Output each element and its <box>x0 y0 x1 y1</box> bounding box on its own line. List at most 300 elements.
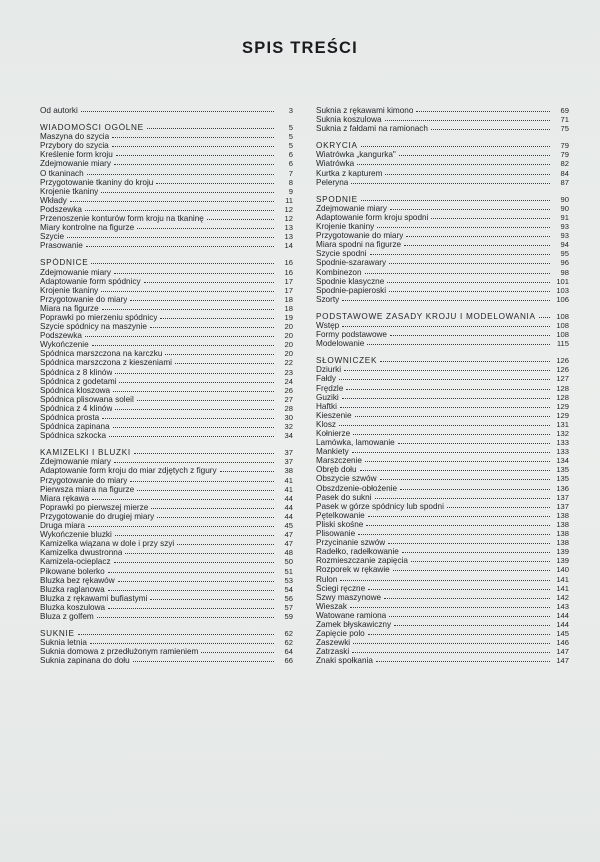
toc-entry-page-number: 138 <box>556 510 569 520</box>
toc-entry-label: Wiatrówka <box>316 159 355 169</box>
toc-entry-label: Kombinezon <box>316 267 362 277</box>
toc-entry-page-number: 94 <box>560 240 569 250</box>
toc-entry-page-number: 108 <box>556 311 569 321</box>
toc-entry <box>316 529 569 538</box>
dot-leader <box>365 461 550 462</box>
toc-entry-page-number: 96 <box>560 258 569 268</box>
toc-entry <box>40 377 293 386</box>
toc-entry-label: Haftki <box>316 401 337 411</box>
toc-entry-page-number: 106 <box>556 294 569 304</box>
dot-leader <box>399 155 550 156</box>
dot-leader <box>67 237 274 238</box>
dot-leader <box>389 616 550 617</box>
dot-leader <box>92 499 274 500</box>
toc-entry <box>316 593 569 602</box>
toc-entry-label: Szwy maszynowe <box>316 592 382 602</box>
dot-leader <box>370 254 550 255</box>
toc-entry <box>316 115 569 124</box>
dot-leader <box>350 607 550 608</box>
dot-leader <box>86 246 274 247</box>
toc-entry <box>40 576 293 585</box>
toc-entry <box>40 476 293 485</box>
toc-entry <box>316 124 569 133</box>
toc-entry-page-number: 134 <box>556 456 569 466</box>
toc-entry <box>316 150 569 159</box>
toc-entry-label: Kołnierze <box>316 429 351 438</box>
toc-entry-page-number: 135 <box>556 474 569 484</box>
toc-entry-label: Klosz <box>316 419 337 429</box>
toc-entry <box>40 647 293 656</box>
toc-entry <box>316 456 569 465</box>
dot-leader <box>361 146 550 147</box>
toc-entry-page-number: 127 <box>556 374 569 384</box>
dot-leader <box>361 200 550 201</box>
toc-entry-page-number: 14 <box>284 241 293 251</box>
toc-entry <box>316 656 569 665</box>
toc-entry-page-number: 133 <box>556 438 569 448</box>
toc-entry-label: Wieszak <box>316 601 347 611</box>
toc-entry-label: Pętelkowanie <box>316 510 365 520</box>
toc-entry <box>316 295 569 304</box>
toc-entry <box>40 594 293 603</box>
toc-entry <box>316 330 569 339</box>
toc-entry <box>316 511 569 520</box>
dot-leader <box>416 111 550 112</box>
toc-entry <box>40 205 293 214</box>
dot-leader <box>175 363 274 364</box>
toc-entry <box>40 548 293 557</box>
toc-entry-label: Spódnica marszczona z kieszeniami <box>40 358 172 368</box>
toc-entry-label: Lamówka, lamowanie <box>316 438 395 448</box>
toc-entry-label: Dziurki <box>316 365 342 375</box>
dot-leader <box>368 589 550 590</box>
dot-leader <box>342 398 550 399</box>
toc-entry-page-number: 128 <box>556 383 569 393</box>
toc-entry-page-number: 34 <box>284 431 293 441</box>
toc-entry-page-number: 103 <box>556 285 569 295</box>
toc-entry <box>316 420 569 429</box>
toc-entry-page-number: 32 <box>284 422 293 432</box>
toc-entry-page-number: 137 <box>556 501 569 511</box>
toc-entry-label: SPODNIE <box>316 194 358 204</box>
toc-entry <box>316 502 569 511</box>
toc-entry-label: Zaszewki <box>316 638 351 648</box>
dot-leader <box>157 517 274 518</box>
dot-leader <box>114 462 274 463</box>
toc-entry <box>40 612 293 621</box>
toc-entry-page-number: 16 <box>284 258 293 268</box>
toc-entry <box>316 629 569 638</box>
toc-entry-page-number: 87 <box>560 177 569 187</box>
toc-entry-label: SŁOWNICZEK <box>316 356 378 366</box>
toc-entry <box>40 494 293 503</box>
dot-leader <box>125 553 274 554</box>
dot-leader <box>134 453 274 454</box>
toc-entry <box>40 349 293 358</box>
toc-entry <box>40 169 293 178</box>
toc-entry-page-number: 5 <box>288 132 293 142</box>
toc-entry-label: Wkłady <box>40 195 67 205</box>
dot-leader <box>97 617 274 618</box>
toc-entry <box>40 196 293 205</box>
toc-entry-page-number: 17 <box>284 285 293 295</box>
toc-entry <box>40 422 293 431</box>
toc-entry-label: Zatrzaski <box>316 647 350 657</box>
toc-entry-label: Suknia zapinana do dołu <box>40 656 130 666</box>
dot-leader <box>147 128 274 129</box>
toc-entry <box>316 647 569 656</box>
dot-leader <box>165 354 274 355</box>
toc-entry <box>40 214 293 223</box>
toc-entry <box>316 484 569 493</box>
dot-leader <box>90 643 274 644</box>
toc-entry-label: Przycinanie szwów <box>316 538 386 548</box>
toc-section-heading <box>316 141 569 150</box>
toc-entry-page-number: 140 <box>556 565 569 575</box>
toc-entry <box>316 159 569 168</box>
toc-entry-page-number: 5 <box>288 141 293 151</box>
toc-entry-page-number: 90 <box>560 194 569 204</box>
toc-entry-label: Guziki <box>316 392 339 402</box>
toc-entry <box>40 106 293 115</box>
dot-leader <box>113 427 274 428</box>
toc-entry <box>316 402 569 411</box>
dot-leader <box>340 580 550 581</box>
dot-leader <box>115 535 274 536</box>
dot-leader <box>101 291 274 292</box>
toc-entry <box>316 384 569 393</box>
toc-entry-page-number: 44 <box>284 511 293 521</box>
toc-entry-page-number: 64 <box>284 647 293 657</box>
toc-entry <box>40 178 293 187</box>
dot-leader <box>352 652 550 653</box>
toc-entry <box>316 575 569 584</box>
dot-leader <box>380 479 550 480</box>
dot-leader <box>357 164 550 165</box>
toc-entry-label: Obszycie szwów <box>316 474 377 484</box>
toc-entry-page-number: 13 <box>284 223 293 233</box>
dot-leader <box>130 481 274 482</box>
toc-entry <box>40 503 293 512</box>
toc-entry-label: Suknia domowa z przedłużonym ramieniem <box>40 647 199 657</box>
toc-entry <box>316 602 569 611</box>
dot-leader <box>355 416 550 417</box>
toc-entry-page-number: 141 <box>556 583 569 593</box>
toc-entry-page-number: 108 <box>556 320 569 330</box>
toc-entry-label: Spódnica plisowana soleil <box>40 394 134 404</box>
toc-entry <box>316 411 569 420</box>
toc-entry <box>40 404 293 413</box>
dot-leader <box>150 327 274 328</box>
toc-entry-label: Krojenie tkaniny <box>40 285 99 295</box>
toc-entry <box>40 386 293 395</box>
toc-entry-label: Pikowane bolerko <box>40 566 105 576</box>
toc-entry-page-number: 128 <box>556 392 569 402</box>
toc-entry-label: Szycie <box>40 232 65 242</box>
toc-entry-label: Zdejmowanie miary <box>316 203 387 213</box>
toc-entry-page-number: 91 <box>560 212 569 222</box>
toc-entry-page-number: 82 <box>560 159 569 169</box>
toc-entry-label: Spódnica prosta <box>40 413 100 422</box>
dot-leader <box>81 111 274 112</box>
toc-entry-page-number: 37 <box>284 457 293 467</box>
dot-leader <box>137 400 274 401</box>
toc-entry-page-number: 126 <box>556 356 569 366</box>
toc-entry-label: OKRYCIA <box>316 141 358 151</box>
toc-entry-page-number: 38 <box>284 466 293 476</box>
toc-entry-page-number: 71 <box>560 115 569 125</box>
toc-entry-label: PODSTAWOWE ZASADY KROJU I MODELOWANIA <box>316 311 536 321</box>
toc-entry <box>316 520 569 529</box>
toc-entry-label: Spódnica szkocka <box>40 431 106 441</box>
toc-entry <box>316 178 569 187</box>
toc-entry-page-number: 45 <box>284 521 293 531</box>
dot-leader <box>115 373 274 374</box>
toc-section <box>40 448 293 621</box>
toc-entry-label: Rulon <box>316 574 338 584</box>
toc-entry <box>316 249 569 258</box>
toc-entry <box>40 557 293 566</box>
toc-entry-label: Miara spodni na figurze <box>316 240 402 250</box>
dot-leader <box>114 562 274 563</box>
toc-entry-page-number: 6 <box>288 159 293 169</box>
toc-entry-page-number: 131 <box>556 419 569 429</box>
dot-leader <box>115 409 274 410</box>
toc-entry <box>40 286 293 295</box>
toc-entry-page-number: 44 <box>284 493 293 503</box>
toc-entry <box>316 204 569 213</box>
toc-entry <box>40 277 293 286</box>
toc-entry-page-number: 144 <box>556 610 569 620</box>
toc-entry <box>40 431 293 440</box>
toc-entry <box>40 585 293 594</box>
dot-leader <box>150 599 274 600</box>
toc-entry-page-number: 47 <box>284 539 293 549</box>
dot-leader <box>344 370 550 371</box>
dot-leader <box>411 561 550 562</box>
dot-leader <box>160 318 274 319</box>
toc-entry-label: Kieszenie <box>316 410 352 420</box>
toc-entry-page-number: 18 <box>284 294 293 304</box>
toc-entry <box>316 465 569 474</box>
dot-leader <box>406 236 550 237</box>
toc-entry-page-number: 95 <box>560 249 569 259</box>
toc-entry <box>316 222 569 231</box>
toc-entry-page-number: 13 <box>284 232 293 242</box>
toc-entry-label: Mankiety <box>316 447 349 457</box>
toc-entry-page-number: 66 <box>284 656 293 666</box>
toc-entry-label: Bluzka koszulowa <box>40 602 106 612</box>
toc-entry-label: Spodnie klasyczne <box>316 276 385 286</box>
dot-leader <box>377 227 550 228</box>
toc-entry-label: Modelowanie <box>316 339 365 349</box>
dot-leader <box>366 525 550 526</box>
toc-entry <box>40 457 293 466</box>
dot-leader <box>144 282 274 283</box>
toc-entry-page-number: 144 <box>556 619 569 629</box>
toc-entry-label: Suknia letnia <box>40 638 87 648</box>
toc-entry-label: Bluzka bez rękawów <box>40 575 115 585</box>
toc-entry-page-number: 48 <box>284 548 293 558</box>
toc-entry-label: Obszdzenie-obłożenie <box>316 483 398 493</box>
toc-entry-label: Formy podstawowe <box>316 330 387 340</box>
toc-entry-page-number: 147 <box>556 656 569 666</box>
dot-leader <box>102 418 274 419</box>
toc-entry-page-number: 20 <box>284 331 293 341</box>
toc-entry <box>40 223 293 232</box>
toc-entry-page-number: 53 <box>284 575 293 585</box>
toc-entry-label: Przybory do szycia <box>40 141 109 151</box>
dot-leader <box>353 643 550 644</box>
toc-entry <box>40 304 293 313</box>
toc-entry-page-number: 138 <box>556 519 569 529</box>
toc-entry-page-number: 138 <box>556 538 569 548</box>
toc-entry-page-number: 7 <box>288 168 293 178</box>
toc-entry-page-number: 69 <box>560 106 569 115</box>
dot-leader <box>177 544 274 545</box>
dot-leader <box>393 570 550 571</box>
dot-leader <box>151 508 274 509</box>
toc-entry-label: Kamizela-ocieplacz <box>40 557 111 567</box>
toc-section <box>316 195 569 304</box>
dot-leader <box>207 219 274 220</box>
toc-entry-label: Rozmieszczanie zapięcia <box>316 556 408 566</box>
toc-entry <box>40 368 293 377</box>
toc-entry-label: Spódnica z 8 klinów <box>40 367 113 377</box>
dot-leader <box>88 526 274 527</box>
toc-entry-label: Spódnica z godetami <box>40 376 117 386</box>
toc-entry-page-number: 24 <box>284 376 293 386</box>
toc-entry-page-number: 143 <box>556 601 569 611</box>
dot-leader <box>385 174 550 175</box>
dot-leader <box>92 345 274 346</box>
toc-entry-label: WIADOMOŚCI OGÓLNE <box>40 123 144 133</box>
dot-leader <box>137 228 274 229</box>
dot-leader <box>351 183 550 184</box>
toc-entry <box>40 159 293 168</box>
toc-entry <box>40 485 293 494</box>
toc-entry-label: Spódnica kloszowa <box>40 385 111 395</box>
toc-entry-page-number: 16 <box>284 267 293 277</box>
toc-entry-label: Przygotowanie do drugiej miary <box>40 511 155 521</box>
toc-entry-label: Bluzka z rękawami bufiastymi <box>40 593 148 603</box>
toc-entry-label: Radełko, radełkowanie <box>316 547 399 557</box>
dot-leader <box>394 625 550 626</box>
toc-entry-label: Krojenie tkaniny <box>316 222 375 232</box>
dot-leader <box>352 452 550 453</box>
toc-entry-label: Zamek błyskawiczny <box>316 619 392 629</box>
toc-entry <box>316 620 569 629</box>
toc-entry-page-number: 41 <box>284 475 293 485</box>
toc-entry-page-number: 20 <box>284 349 293 359</box>
toc-entry <box>40 512 293 521</box>
toc-entry-label: O tkaninach <box>40 168 84 178</box>
toc-entry <box>316 447 569 456</box>
dot-leader <box>402 552 550 553</box>
dot-leader <box>342 326 550 327</box>
toc-entry-page-number: 59 <box>284 611 293 621</box>
toc-entry <box>316 365 569 374</box>
toc-entry <box>316 106 569 115</box>
toc-entry-label: Plisowanie <box>316 529 356 539</box>
dot-leader <box>365 273 550 274</box>
toc-entry-page-number: 139 <box>556 556 569 566</box>
dot-leader <box>358 534 550 535</box>
toc-entry-label: Frędzle <box>316 383 344 393</box>
toc-entry <box>316 277 569 286</box>
toc-entry-page-number: 57 <box>284 602 293 612</box>
toc-entry <box>40 340 293 349</box>
toc-entry-page-number: 93 <box>560 222 569 232</box>
toc-entry-label: Obręb dołu <box>316 465 357 475</box>
toc-entry-label: Spódnica marszczona na karczku <box>40 349 163 359</box>
toc-entry-label: Zdejmowanie miary <box>40 159 111 169</box>
toc-entry-page-number: 56 <box>284 593 293 603</box>
toc-entry-label: Adaptowanie form kroju spodni <box>316 212 429 222</box>
toc-entry-label: Kurtka z kapturem <box>316 168 383 178</box>
toc-entry-label: Bluzka raglanowa <box>40 584 105 594</box>
toc-entry <box>316 429 569 438</box>
toc-entry <box>316 547 569 556</box>
toc-section-heading <box>40 448 293 457</box>
toc-entry <box>316 584 569 593</box>
toc-entry-label: Przygotowanie do miary <box>316 231 404 241</box>
toc-entry <box>40 313 293 322</box>
toc-entry-label: Miary kontrolne na figurze <box>40 223 135 233</box>
toc-entry <box>40 567 293 576</box>
dot-leader <box>389 291 550 292</box>
toc-entry-page-number: 18 <box>284 303 293 313</box>
dot-leader <box>380 361 550 362</box>
toc-entry-label: Adaptowanie form kroju do miar zdjętych z figury <box>40 466 217 476</box>
toc-entry-page-number: 135 <box>556 465 569 475</box>
toc-entry <box>40 539 293 548</box>
toc-entry <box>40 530 293 539</box>
toc-entry-page-number: 129 <box>556 410 569 420</box>
toc-entry-label: Rozporek w rękawie <box>316 565 390 575</box>
toc-entry <box>40 187 293 196</box>
toc-entry-label: Spódnica z 4 klinów <box>40 403 113 413</box>
toc-entry-label: Suknia z rękawami kimono <box>316 106 414 115</box>
dot-leader <box>360 470 550 471</box>
toc-entry-page-number: 101 <box>556 276 569 286</box>
dot-leader <box>137 490 274 491</box>
dot-leader <box>113 391 274 392</box>
dot-leader <box>70 201 274 202</box>
toc-entry-page-number: 136 <box>556 483 569 493</box>
toc-entry-page-number: 62 <box>284 638 293 648</box>
toc-section <box>316 356 569 665</box>
toc-entry-page-number: 3 <box>288 106 293 115</box>
toc-entry <box>316 474 569 483</box>
dot-leader <box>116 155 274 156</box>
toc-entry-label: Krojenie tkaniny <box>40 186 99 196</box>
dot-leader <box>101 192 274 193</box>
toc-entry-label: Pliski skośne <box>316 519 364 529</box>
dot-leader <box>130 300 274 301</box>
dot-leader <box>388 543 550 544</box>
toc-entry-label: Poprawki po mierzeniu spódnicy <box>40 312 158 322</box>
toc-entry-label: SUKNIE <box>40 629 75 639</box>
toc-entry <box>316 538 569 547</box>
toc-section <box>40 629 293 665</box>
toc-entry <box>316 493 569 502</box>
page-title: SPIS TREŚCI <box>242 39 358 57</box>
toc-entry-label: Adaptowanie form spódnicy <box>40 276 141 286</box>
toc-entry-page-number: 62 <box>284 629 293 639</box>
toc-entry <box>40 395 293 404</box>
toc-entry <box>40 141 293 150</box>
